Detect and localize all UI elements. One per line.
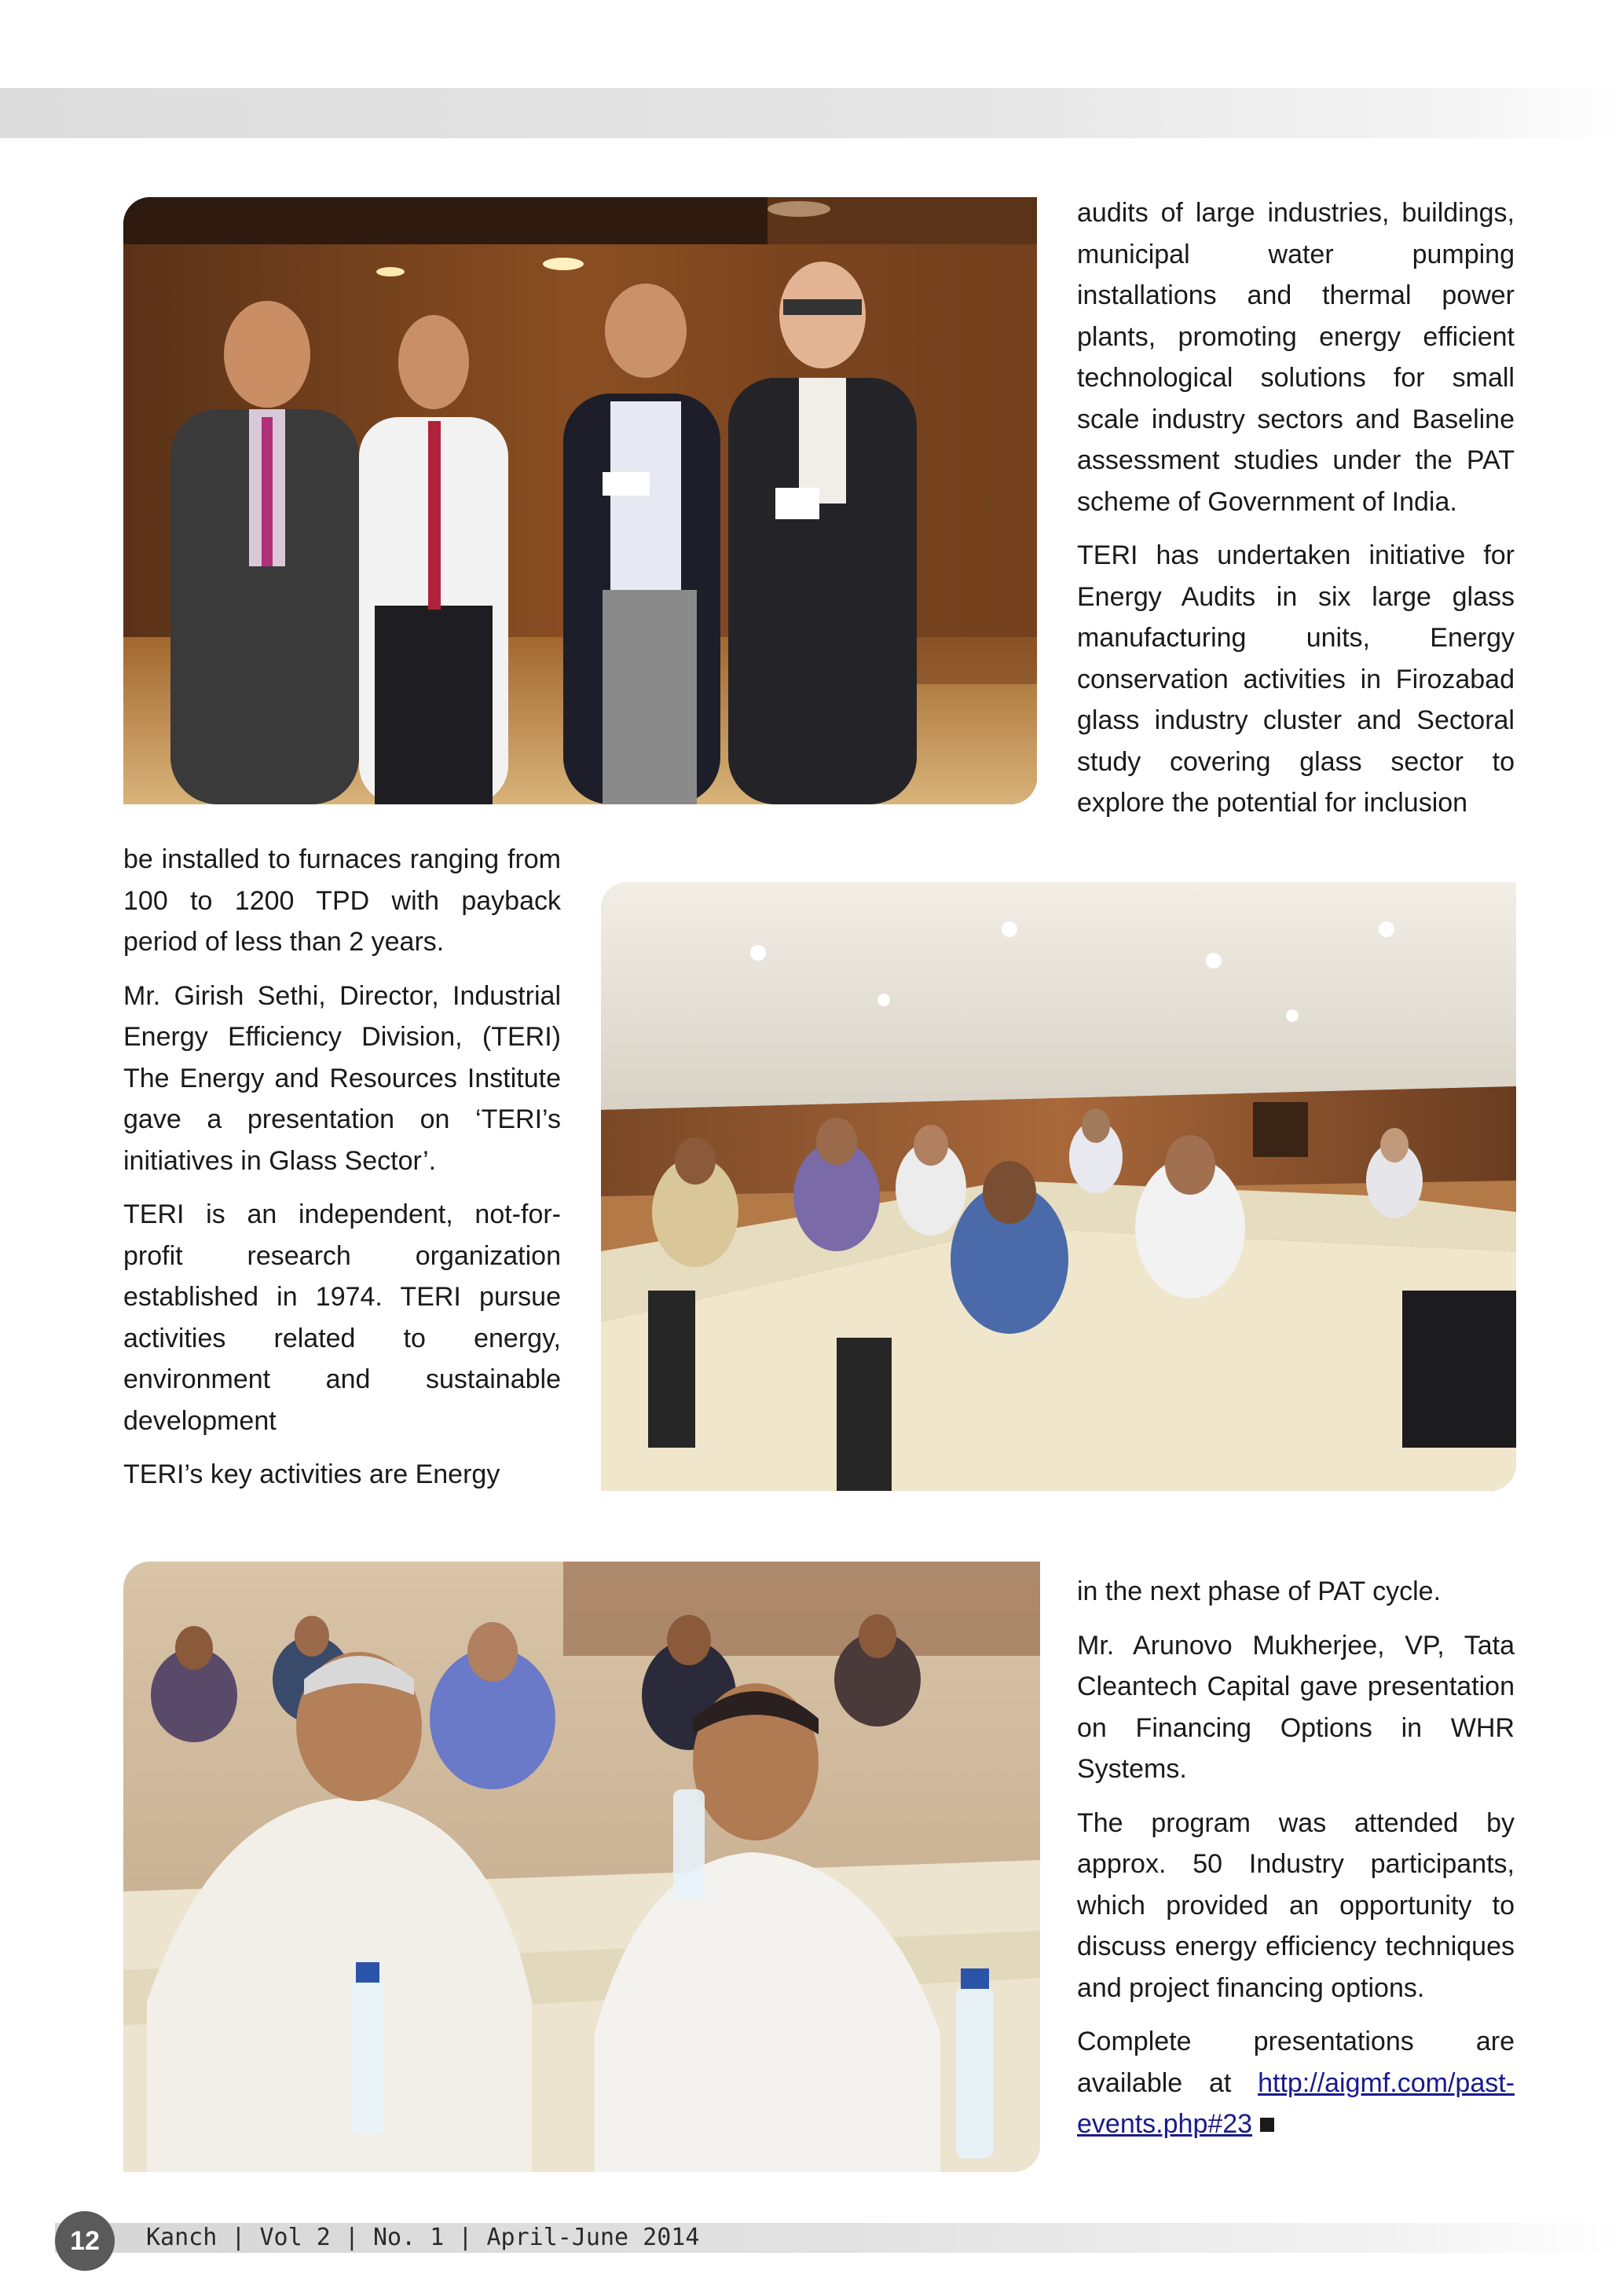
paragraph: in the next phase of PAT cycle. bbox=[1077, 1576, 1442, 1606]
photo-top-left-image bbox=[123, 197, 1037, 804]
footer-publication-info: Kanch | Vol 2 | No. 1 | April-June 2014 bbox=[146, 2224, 700, 2251]
paragraph: TERI’s key activities are Energy bbox=[123, 1459, 500, 1489]
photo-bottom-left-image bbox=[123, 1562, 1040, 2172]
link-prefix: Complete presentations are available at bbox=[1077, 2027, 1515, 2098]
text-column-right-top bbox=[1077, 192, 1515, 824]
text-column-right-bottom bbox=[1077, 1571, 1515, 2145]
photo-bottom-left bbox=[123, 1562, 1040, 2172]
paragraph: Mr. Girish Sethi, Director, Industrial Energy Efficiency Division, (TERI) The Energy and Resources Institute gave a presentation on ‘TERI’s initiatives in Glass Sector’. bbox=[123, 980, 561, 1176]
paragraph: Mr. Arunovo Mukherjee, VP, Tata Cleantech Capital gave presentation on Financing Options in WHR Systems. bbox=[1077, 1630, 1515, 1784]
photo-middle-right bbox=[601, 882, 1516, 1491]
paragraph: audits of large industries, buildings, municipal water pumping installations and thermal power plants, promoting energy efficient technological solutions for small scale industry sectors and Baseline assessment studies under the PAT scheme of Government of India. bbox=[1077, 198, 1515, 517]
photo-middle-right-image bbox=[601, 882, 1516, 1491]
paragraph: TERI is an independent, not-for-profit research organization established in 1974. TERI pursue activities related to energy, environment and sustainable development bbox=[123, 1199, 561, 1436]
presentations-link[interactable]: http://aigmf.com/past-events.php#23 bbox=[1077, 2067, 1515, 2139]
paragraph: TERI has undertaken initiative for Energy Audits in six large glass manufacturing units, Energy conservation activities in Firozabad glass industry cluster and Sectoral study covering glass sector to explore the potential for inclusion bbox=[1077, 540, 1515, 818]
page-number-badge: 12 bbox=[55, 2211, 115, 2271]
text-column-left-mid bbox=[123, 839, 561, 1496]
paragraph: be installed to furnaces ranging from 100 to 1200 TPD with payback period of less than 2 years. bbox=[123, 844, 561, 957]
photo-top-left bbox=[123, 197, 1037, 804]
end-mark-icon bbox=[1260, 2118, 1274, 2132]
paragraph: The program was attended by approx. 50 Industry participants, which provided an opportunity to discuss energy efficiency techniques and project financing options. bbox=[1077, 1807, 1515, 2003]
header-band bbox=[0, 88, 1623, 138]
paragraph-with-link bbox=[1077, 2021, 1515, 2145]
